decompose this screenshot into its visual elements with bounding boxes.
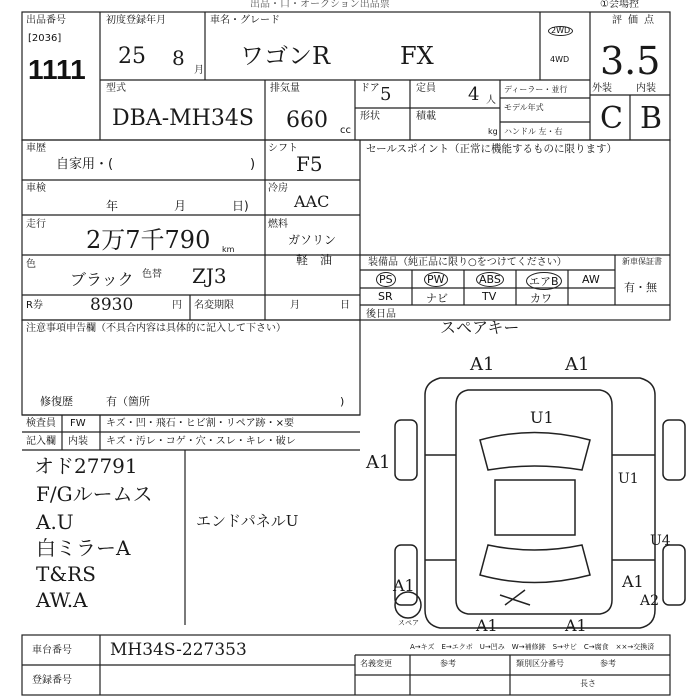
name-change-label: 名変期限 bbox=[194, 300, 234, 311]
rating-score: 3.5 bbox=[600, 39, 661, 83]
first-reg-month: 8 bbox=[172, 46, 185, 70]
inspection-month: 月 bbox=[174, 199, 187, 213]
form-title: 出品・口・オークション出品票 bbox=[250, 0, 390, 10]
name-change-day: 日 bbox=[340, 300, 350, 311]
color-label: 色 bbox=[26, 259, 36, 270]
attachments-value: スペアキー bbox=[440, 318, 520, 337]
chassis-value: MH34S-227353 bbox=[110, 640, 247, 660]
model-year-label: モデル年式 bbox=[504, 103, 544, 112]
note-odometer: オド27791 bbox=[34, 454, 138, 478]
ac-value: AAC bbox=[294, 192, 330, 211]
mileage-label: 走行 bbox=[26, 219, 46, 230]
load-label: 積載 bbox=[416, 111, 436, 122]
note-mirror: 白ミラーA bbox=[36, 536, 131, 560]
shift-label: シフト bbox=[268, 143, 298, 154]
mark-rear-bumper-right: A1 bbox=[565, 616, 587, 635]
equip-navi: ナビ bbox=[426, 292, 448, 305]
lot-label: 出品番号 bbox=[26, 15, 66, 26]
shape-label: 形状 bbox=[360, 111, 380, 122]
footer-category-label: 類別区分番号 bbox=[516, 659, 564, 668]
recycle-label: R券 bbox=[26, 300, 43, 311]
mark-right-door: U1 bbox=[618, 471, 639, 487]
equip-ps: PS bbox=[376, 272, 396, 287]
chassis-label: 車台番号 bbox=[32, 645, 72, 656]
equip-pw: PW bbox=[424, 272, 448, 287]
attachments-label: 後日品 bbox=[366, 309, 396, 320]
interior-grade: B bbox=[640, 101, 663, 136]
load-unit: kg bbox=[488, 127, 498, 136]
inspection-day: 日) bbox=[232, 199, 249, 213]
fuel-diesel: 軽 油 bbox=[296, 253, 333, 267]
spare-label: スペア bbox=[398, 619, 419, 627]
model-label: 型式 bbox=[106, 83, 126, 94]
drive-2wd: 2WD bbox=[548, 26, 573, 36]
entry-items: キズ・汚レ・コゲ・穴・スレ・キレ・破レ bbox=[106, 436, 296, 447]
fuel-label: 燃料 bbox=[268, 219, 288, 230]
ac-label: 冷房 bbox=[268, 183, 288, 194]
color-value: ブラック bbox=[70, 270, 134, 289]
first-reg-year: 25 bbox=[118, 44, 146, 69]
entry-prefix: 内装 bbox=[68, 436, 88, 447]
inspection-year: 年 bbox=[106, 199, 119, 213]
mark-right-rear: U4 bbox=[650, 533, 671, 549]
mileage-unit: km bbox=[222, 245, 235, 254]
car-name-value: ワゴンR bbox=[240, 42, 331, 70]
rating-label: 評価点 bbox=[612, 15, 660, 26]
car-grade-value: FX bbox=[400, 42, 434, 70]
equip-tv: TV bbox=[482, 290, 497, 303]
shift-value: F5 bbox=[296, 152, 323, 176]
color-code-label: 色替 bbox=[142, 269, 162, 280]
recycle-unit: 円 bbox=[172, 300, 182, 311]
mark-rear-left-wheel: A1 bbox=[393, 576, 415, 595]
drive-4wd: 4WD bbox=[550, 55, 570, 64]
mileage-value: 2万7千790 bbox=[86, 226, 211, 254]
note-au: A.U bbox=[36, 510, 74, 534]
repair-close: ) bbox=[340, 395, 345, 408]
repair-value: 有（箇所 bbox=[106, 395, 150, 408]
dealer-label: ディーラー・並行 bbox=[504, 85, 568, 94]
registration-label: 登録番号 bbox=[32, 675, 72, 686]
usage-label: 車歴 bbox=[26, 143, 46, 154]
entry-label: 記入欄 bbox=[26, 436, 56, 447]
damage-legend: A→キズ E→エクボ U→凹み W→補修跡 S→サビ C→腐食 ××→交換済 bbox=[410, 643, 655, 651]
equip-abs: ABS bbox=[476, 272, 504, 287]
car-name-label: 車名・グレード bbox=[210, 15, 280, 26]
displacement-unit: cc bbox=[340, 125, 351, 136]
usage-value: 自家用・( bbox=[56, 157, 114, 172]
equip-aw: AW bbox=[582, 273, 600, 286]
mark-front-right: A1 bbox=[565, 354, 590, 375]
capacity-value: 4 bbox=[468, 84, 480, 105]
handle-label: ハンドル 左・右 bbox=[504, 127, 563, 136]
fuel-gasoline: ガソリン bbox=[288, 233, 337, 247]
site-copy-label: ①会場控 bbox=[600, 0, 639, 10]
mark-left-fender: A1 bbox=[366, 452, 391, 473]
note-end-panel: エンドパネルU bbox=[196, 512, 299, 530]
equipment-label: 装備品（純正品に限り○をつけてください） bbox=[368, 257, 567, 268]
usage-close: ) bbox=[250, 157, 256, 172]
footer-ref1: 参考 bbox=[440, 659, 456, 668]
footer-ref2: 参考 bbox=[600, 659, 616, 668]
mark-front-left: A1 bbox=[470, 354, 495, 375]
inspector-items: キズ・凹・飛石・ヒビ割・リペア跡・×要 bbox=[106, 418, 294, 429]
first-reg-month-unit: 月 bbox=[194, 65, 204, 76]
equip-leather: カワ bbox=[530, 292, 552, 305]
color-code-value: ZJ3 bbox=[192, 264, 227, 288]
exterior-grade: C bbox=[600, 101, 623, 136]
name-change-month: 月 bbox=[290, 300, 300, 311]
equip-airbag: エアB bbox=[526, 272, 562, 290]
model-value: DBA-MH34S bbox=[112, 106, 254, 131]
sales-point-label: セールスポイント（正常に機能するものに限ります） bbox=[366, 143, 618, 155]
first-reg-label: 初度登録年月 bbox=[106, 15, 166, 26]
capacity-label: 定員 bbox=[416, 83, 436, 94]
note-roof: F/Gルームス bbox=[36, 482, 153, 506]
warranty-value: 有・無 bbox=[624, 281, 657, 294]
mark-rear-bumper-left: A1 bbox=[476, 616, 498, 635]
displacement-value: 660 bbox=[286, 108, 328, 133]
doors-label: ドア bbox=[360, 83, 380, 94]
footer-dealer-label: 名義変更 bbox=[360, 659, 392, 668]
interior-label: 内装 bbox=[636, 83, 656, 94]
warranty-label: 新車保証書 bbox=[622, 257, 662, 266]
inspection-label: 車検 bbox=[26, 183, 46, 194]
inspector-prefix: FW bbox=[70, 418, 86, 429]
exterior-label: 外装 bbox=[592, 83, 612, 94]
footer-length: 長さ bbox=[580, 679, 596, 688]
recycle-value: 8930 bbox=[90, 295, 134, 315]
displacement-label: 排気量 bbox=[270, 83, 300, 94]
inspector-label: 検査員 bbox=[26, 418, 56, 429]
note-trs: T&RS bbox=[36, 562, 96, 586]
notes-label: 注意事項申告欄（不具合内容は具体的に記入して下さい） bbox=[26, 323, 286, 334]
lot-number: 1111 bbox=[28, 54, 86, 85]
doors-value: 5 bbox=[380, 84, 392, 105]
repair-label: 修復歴 bbox=[40, 395, 73, 408]
mark-rear-right: A1 bbox=[622, 572, 644, 591]
mark-hood: U1 bbox=[530, 408, 554, 427]
mark-rear-right-2: A2 bbox=[640, 593, 660, 609]
lot-code: [2036] bbox=[28, 33, 62, 44]
note-aw: AW.A bbox=[36, 588, 88, 612]
equip-sr: SR bbox=[378, 290, 393, 303]
capacity-unit: 人 bbox=[486, 95, 496, 106]
